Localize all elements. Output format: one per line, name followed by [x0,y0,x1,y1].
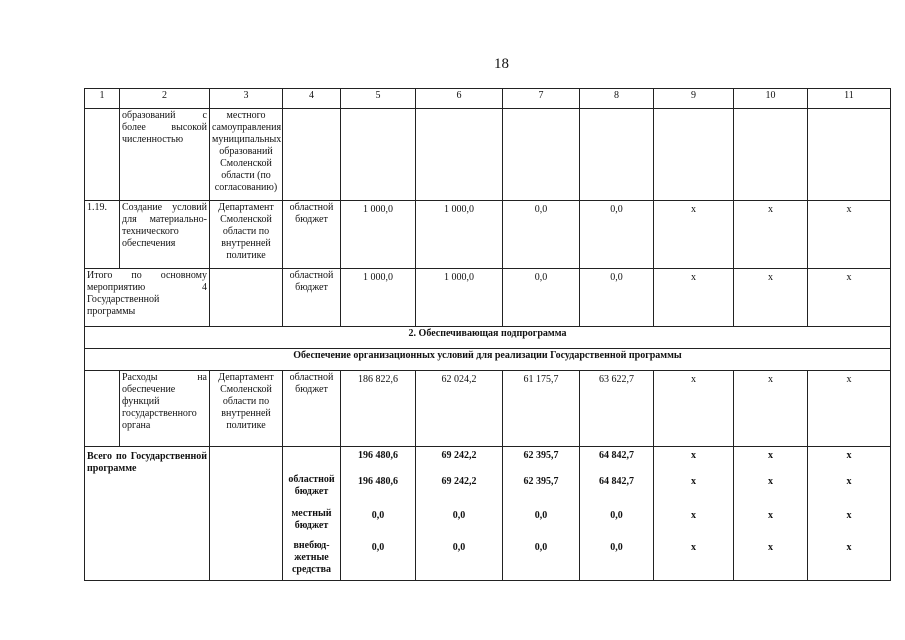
cell-value: х [808,473,891,507]
cell [654,109,734,201]
cell-value: 1 000,0 [416,269,503,327]
header-cell: 2 [120,89,210,109]
header-cell: 1 [85,89,120,109]
total-row [85,447,891,473]
cell-value: х [734,269,808,327]
cell-value: х [734,447,808,473]
cell-source: областной бюджет [283,371,341,447]
cell-value: 0,0 [580,539,654,581]
cell [210,447,283,581]
cell-value: 0,0 [341,539,416,581]
section-subtitle: Обеспечение организационных условий для реализации Государственной программы [85,349,891,371]
cell-value: 61 175,7 [503,371,580,447]
section-title-row [85,327,891,349]
continuation-row [85,109,891,201]
header-cell: 5 [341,89,416,109]
cell [210,269,283,327]
cell-value: 0,0 [580,507,654,539]
header-cell: 3 [210,89,283,109]
cell-value: 0,0 [341,507,416,539]
cell-value: х [808,507,891,539]
cell-value: 196 480,6 [341,473,416,507]
cell-value: х [734,539,808,581]
row-itogo [85,269,891,327]
cell-value: 0,0 [503,539,580,581]
cell-name: Итого по основному мероприятию 4 Государственной программы [85,269,210,327]
cell-num: 1.19. [85,201,120,269]
cell-value: х [808,269,891,327]
cell-value: 1 000,0 [341,269,416,327]
cell-value: 0,0 [416,507,503,539]
header-cell: 8 [580,89,654,109]
cell-value: х [808,201,891,269]
cell-value: 69 242,2 [416,473,503,507]
cell [580,109,654,201]
section-subtitle-row [85,349,891,371]
cell-value: 0,0 [580,269,654,327]
cell-source: областной бюджет [283,269,341,327]
cell-value: х [808,371,891,447]
cell-value: 62 395,7 [503,473,580,507]
cell-value: 64 842,7 [580,473,654,507]
header-cell: 11 [808,89,891,109]
header-cell: 4 [283,89,341,109]
cell-source: областной бюджет [283,201,341,269]
cell [734,109,808,201]
cell [503,109,580,201]
cell-value: 0,0 [416,539,503,581]
cell-source: местный бюджет [283,507,341,539]
cell-value: х [654,507,734,539]
cell-value: х [654,201,734,269]
cell-value: х [654,473,734,507]
section-title: 2. Обеспечивающая подпрограмма [85,327,891,349]
cell-source: областной бюджет [283,473,341,507]
cell-value: х [654,539,734,581]
header-cell: 6 [416,89,503,109]
header-row [85,89,891,109]
cell-value: 69 242,2 [416,447,503,473]
cell [341,109,416,201]
cell-value: 62 024,2 [416,371,503,447]
row-rashody [85,371,891,447]
header-cell: 9 [654,89,734,109]
cell-value: 196 480,6 [341,447,416,473]
cell-value: 64 842,7 [580,447,654,473]
cell [808,109,891,201]
cell-value: 1 000,0 [341,201,416,269]
cell-name: Расходы на обеспечение функций государственного органа [120,371,210,447]
cell-value: х [808,539,891,581]
header-cell: 10 [734,89,808,109]
cell-value: х [808,447,891,473]
total-label: Всего по Государственной программе [85,447,210,581]
cell-value: х [734,473,808,507]
cell-name: Создание условий для материально-технического обеспечения [120,201,210,269]
cell-value: х [734,201,808,269]
cell-value: 63 622,7 [580,371,654,447]
page-number: 18 [494,56,509,72]
cell-source: внебюд-жетные средства [283,539,341,581]
cell-value: 0,0 [503,269,580,327]
cell-source [283,447,341,473]
cell-value: 62 395,7 [503,447,580,473]
cell-value: х [734,507,808,539]
cell [283,109,341,201]
cell-executor: Департамент Смоленской области по внутренней политике [210,201,283,269]
cell-value: х [654,269,734,327]
row-1-19 [85,201,891,269]
cell-value: х [734,371,808,447]
cell-executor: местного самоуправления муниципальных образований Смоленской области (по согласованию) [210,109,283,201]
cell-value: х [654,447,734,473]
program-table [84,88,891,581]
cell-name: образований с более высокой численностью [120,109,210,201]
header-cell: 7 [503,89,580,109]
cell [416,109,503,201]
cell-value: 1 000,0 [416,201,503,269]
cell-executor: Департамент Смоленской области по внутренней политике [210,371,283,447]
cell-value: 0,0 [503,507,580,539]
cell [85,371,120,447]
cell-value: 0,0 [580,201,654,269]
cell-value: х [654,371,734,447]
cell-value: 186 822,6 [341,371,416,447]
cell-value: 0,0 [503,201,580,269]
cell [85,109,120,201]
